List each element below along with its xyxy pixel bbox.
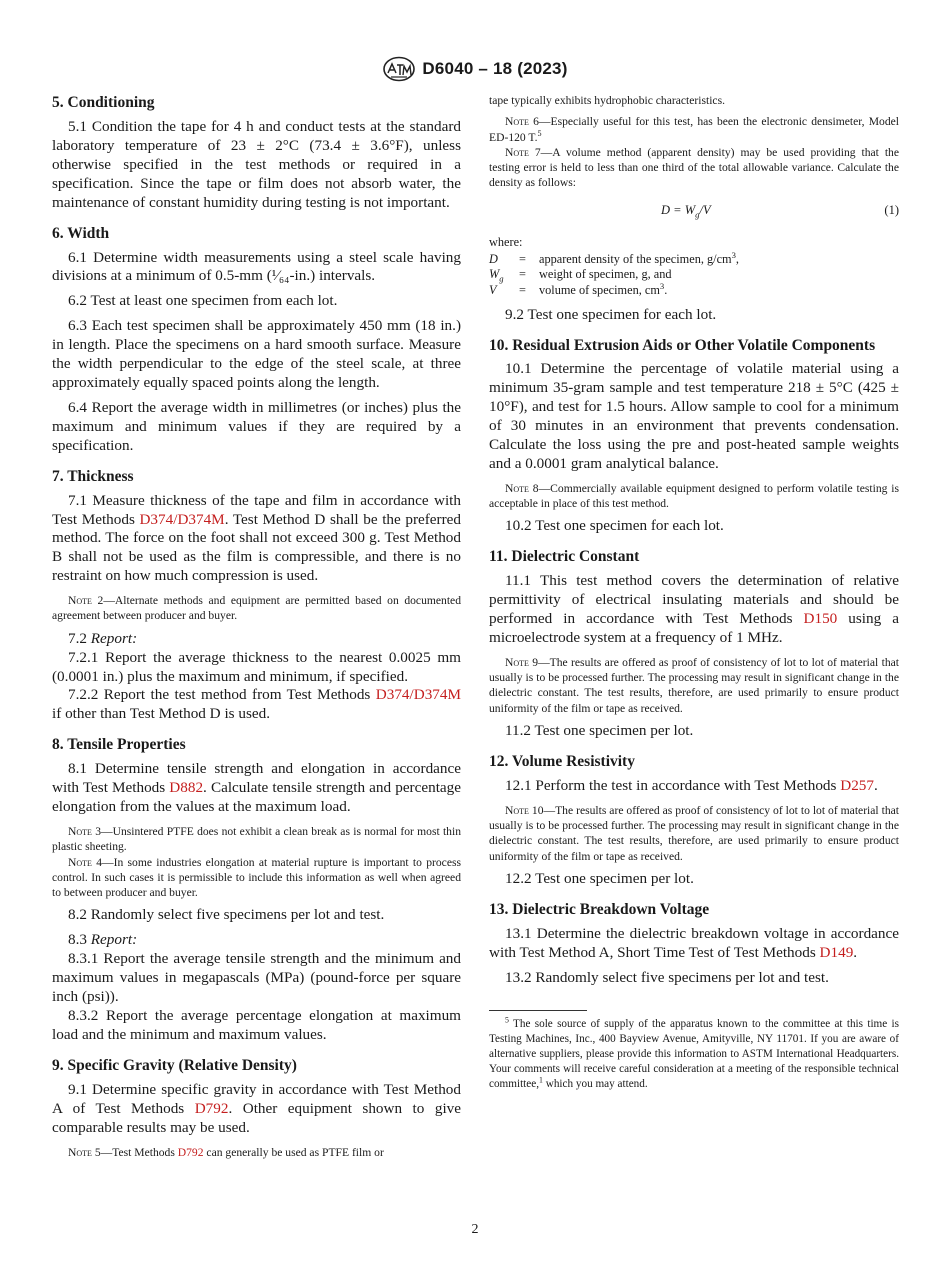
section-5-heading: 5. Conditioning <box>52 94 155 111</box>
paragraph-6-2: 6.2 Test at least one specimen from each lot. <box>68 292 338 310</box>
paragraph-12-1: 12.1 Perform the test in accordance with Test Methods D257. <box>505 776 878 794</box>
where-row-d: D = apparent density of the specimen, $g/cm^3$, <box>489 249 739 266</box>
section-9-heading: 9. Specific Gravity (Relative Density) <box>52 1056 297 1074</box>
note-8: Note 8—Commercially available equipment designed to perform volatile testing is acceptable in place of this test method. <box>489 481 899 510</box>
where-label: where: <box>489 234 523 249</box>
note-4: Note 4—In some industries elongation at material rupture is important to process control. In such cases it is permissible to include this information as well when agreed to between producer and buyer. <box>52 855 461 900</box>
note-3: Note 3—Unsintered PTFE does not exhibit a clean break as is normal for most thin plastic sheeting. <box>52 824 461 854</box>
section-8-heading: 8. Tensile Properties <box>52 736 186 754</box>
paragraph-12-2: 12.2 Test one specimen per lot. <box>505 869 694 887</box>
page-number: 2 <box>471 1222 479 1237</box>
section-11-heading: 11. Dielectric Constant <box>489 548 640 566</box>
paragraph-9-2: 9.2 Test one specimen for each lot. <box>505 306 717 324</box>
note-10: Note 10—The results are offered as proof of consistency of lot to lot of material that usually is to be processed further. The processing may result in significant change in the dielectric constant. The test results, therefore, are used primarily to ensure product uniformity of the film or tape as received. <box>489 803 899 863</box>
paragraph-7-2-1: 7.2.1 Report the average thickness to the nearest 0.0025 mm (0.0001 in.) plus the maximum and minimum, if specified. <box>52 648 461 685</box>
note-9: Note 9—The results are offered as proof of consistency of lot to lot of material that usually is to be processed further. The processing may result in significant change in the dielectric constant. The test results, therefore, are used primarily to ensure product uniformity of the film or tape as received. <box>489 655 899 715</box>
link-d882[interactable]: D882 <box>169 779 204 797</box>
paragraph-6-1: 6.1 Determine width measurements using a steel scale having divisions at a minimum of 0.5-mm (¹⁄₆₄-in.) intervals. <box>52 248 461 285</box>
paragraph-9-1: 9.1 Determine specific gravity in accordance with Test Method A of Test Methods D792. Other equipment shown to give comparable results may be used. <box>52 1080 461 1136</box>
document-designation: D6040 – 18 (2023) <box>422 59 568 78</box>
note-6: Note 6—Especially useful for this test, has been the electronic densimeter, Model ED-120 T.$^5$ <box>489 115 899 144</box>
page-header <box>0 56 950 82</box>
footnote-5: $^5$ The sole source of supply of the apparatus known to the committee at this time is Testing Machines, Inc., 400 Bayview Avenue, Amityville, NY 11701. If you are aware of alternative suppliers, please provide this information to ASTM International Headquarters. Your comments will receive careful consideration at a meeting of the responsible technical committee,$^1$ which you may attend. <box>489 1014 899 1091</box>
note-5-continued: tape typically exhibits hydrophobic characteristics. <box>489 94 725 107</box>
paragraph-5-1: 5.1 Condition the tape for 4 h and conduct tests at the standard laboratory temperature of 23 ± 2°C (73.4 ± 3.6°F), unless otherwise specified in the test methods or required in a specification. Since the tape or film does not absorb water, the maintenance of constant humidity during testing is not important. <box>52 118 461 211</box>
paragraph-10-1: 10.1 Determine the percentage of volatile material using a minimum 35-gram sample and test temperature 218 ± 5°C (425 ± 10°F), and test for 1.5 hours. Allow sample to cool for a minimum of 30 minutes in an environment that prevents condensation. Calculate the loss using the pre and post-heated sample weights and a 0.0001 gram analytical balance. <box>489 360 899 472</box>
paragraph-7-1: 7.1 Measure thickness of the tape and film in accordance with Test Methods D374/D374M. Test Method D shall be the preferred method. The force on the foot shall not exceed 300 g. Test Method B shall not be used as the film is compressible, and there is no restraint on how much compression is used. <box>52 491 461 585</box>
paragraph-8-3: 8.3 Report: <box>68 931 138 949</box>
note-2: Note 2—Alternate methods and equipment are permitted based on documented agreement between producer and buyer. <box>52 594 461 623</box>
section-7-heading: 7. Thickness <box>52 467 134 485</box>
paragraph-7-2: 7.2 Report: <box>68 629 138 647</box>
density-formula: $D = W_g/V$ <box>661 202 711 220</box>
section-13-heading: 13. Dielectric Breakdown Voltage <box>489 900 710 918</box>
equation-number: (1) <box>884 202 899 217</box>
right-column <box>489 93 899 1093</box>
paragraph-10-2: 10.2 Test one specimen for each lot. <box>505 517 724 535</box>
where-row-wg: $W_g$ = weight of specimen, g, and <box>489 267 672 284</box>
note-5: Note 5—Test Methods D792 can generally be used as PTFE film or <box>68 1145 384 1159</box>
link-d150[interactable]: D150 <box>803 609 838 627</box>
paragraph-6-4: 6.4 Report the average width in millimetres (or inches) plus the maximum and minimum values if they are required by a specification. <box>52 398 461 454</box>
where-row-v: V = volume of specimen, $cm^3$. <box>489 280 668 297</box>
paragraph-6-3: 6.3 Each test specimen shall be approximately 450 mm (18 in.) in length. Place the specimens on a hard smooth surface. Measure the width perpendicular to the edge of the steel scale, at three approximately equally spaced points along the length. <box>52 317 461 391</box>
link-d792[interactable]: D792 <box>194 1099 229 1117</box>
paragraph-13-2: 13.2 Randomly select five specimens per lot and test. <box>505 968 829 986</box>
link-d792-2[interactable]: D792 <box>177 1145 204 1159</box>
section-10-heading: 10. Residual Extrusion Aids or Other Volatile Components <box>489 337 876 355</box>
section-6-heading: 6. Width <box>52 224 110 242</box>
left-column <box>52 93 461 1166</box>
paragraph-13-1: 13.1 Determine the dielectric breakdown voltage in accordance with Test Method A, Short Time Test of Test Methods D149. <box>489 924 899 961</box>
astm-logo-icon <box>382 56 416 82</box>
paragraph-8-2: 8.2 Randomly select five specimens per lot and test. <box>68 906 385 924</box>
note-7: Note 7—A volume method (apparent density) may be used providing that the testing error is held to less than one third of the total allowable variance. Calculate the density as follows: <box>489 145 899 190</box>
paragraph-7-2-2: 7.2.2 Report the test method from Test Methods D374/D374M if other than Test Method D is used. <box>52 686 461 723</box>
link-d257[interactable]: D257 <box>840 776 874 794</box>
link-d149[interactable]: D149 <box>819 943 854 961</box>
paragraph-11-2: 11.2 Test one specimen per lot. <box>505 721 694 739</box>
link-d374[interactable]: D374/D374M <box>139 510 225 528</box>
paragraph-11-1: 11.1 This test method covers the determination of relative permittivity of electrical insulating materials and should be performed in accordance with Test Methods D150 using a microelectrode system at a frequency of 1 MHz. <box>489 572 899 646</box>
equation-1 <box>489 203 899 221</box>
footnote-divider <box>489 1010 587 1011</box>
paragraph-8-3-1: 8.3.1 Report the average tensile strength and the minimum and maximum values in megapascals (MPa) (pound-force per square inch (psi)). <box>52 950 461 1006</box>
paragraph-8-3-2: 8.3.2 Report the average percentage elongation at maximum load and the minimum and maximum values. <box>52 1006 461 1043</box>
paragraph-8-1: 8.1 Determine tensile strength and elongation in accordance with Test Methods D882. Calculate tensile strength and percentage elongation from the values at the maximum load. <box>52 760 461 816</box>
link-d374-2[interactable]: D374/D374M <box>375 686 461 704</box>
section-12-heading: 12. Volume Resistivity <box>489 752 635 770</box>
